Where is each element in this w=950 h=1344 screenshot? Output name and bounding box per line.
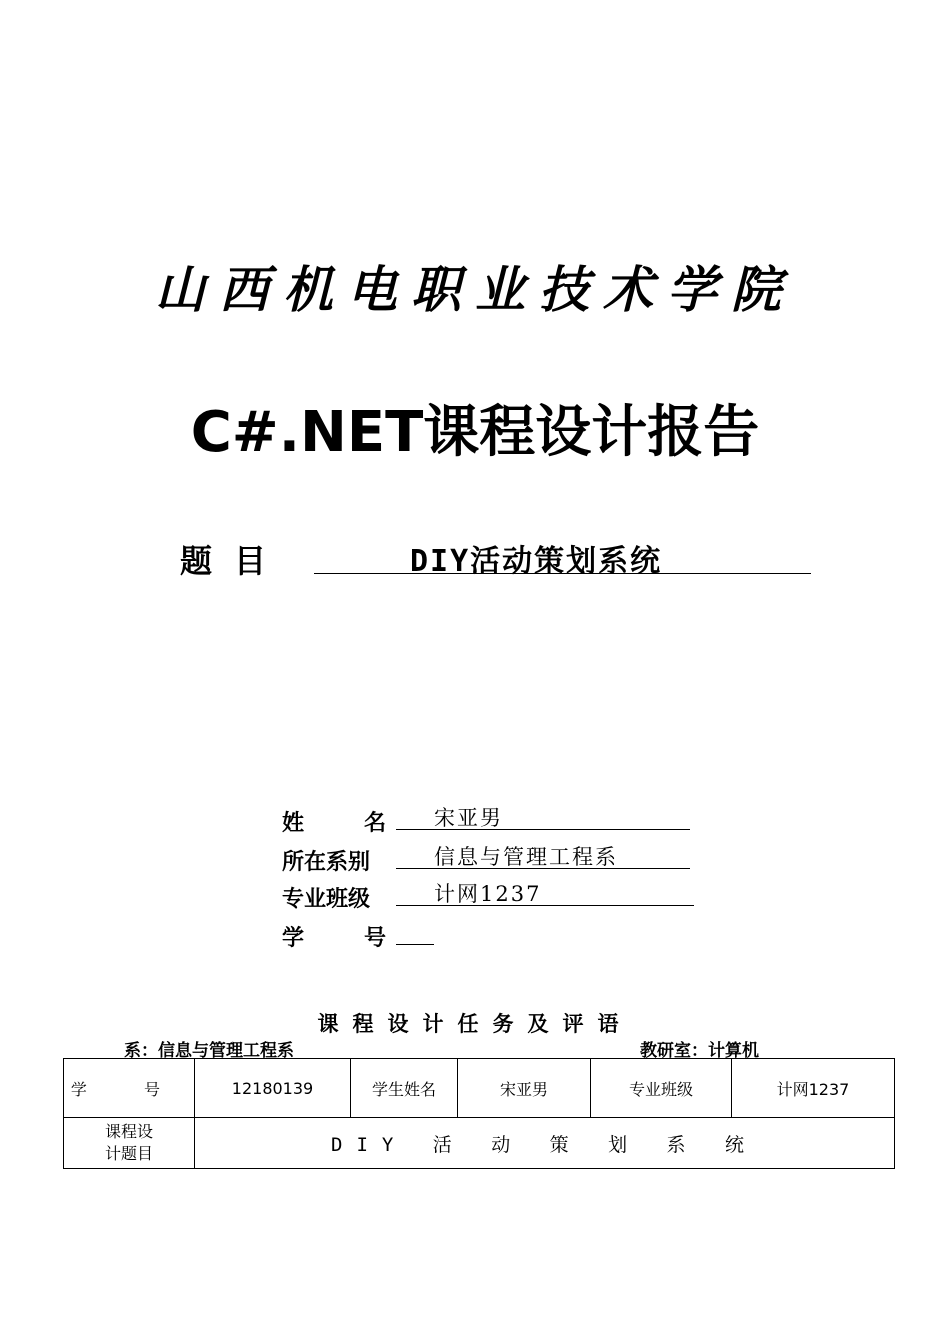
task-office: 教研室：计算机 <box>640 1041 759 1061</box>
student-id-value <box>396 917 434 945</box>
name-value: 宋亚男 <box>396 802 690 830</box>
topic-header-line-1: 课程设 <box>104 1122 153 1141</box>
task-table <box>63 1058 895 1169</box>
task-heading: 课程设计任务及评语 <box>317 1012 633 1036</box>
class-header-cell: 专业班级 <box>591 1059 732 1118</box>
student-id-label-char-1: 学 <box>282 926 305 951</box>
report-title: C#.NET课程设计报告 <box>190 400 760 465</box>
school-name: 山西机电职业技术学院 <box>155 260 795 319</box>
topic-cell: DIY 活 动 策 划 系 统 <box>195 1118 895 1169</box>
student-name-cell: 宋亚男 <box>458 1059 591 1118</box>
table-row <box>64 1118 895 1169</box>
table-row <box>64 1059 895 1118</box>
name-label-char-1: 姓 <box>282 811 305 836</box>
topic-header-cell <box>64 1118 195 1169</box>
student-name-header-cell: 学生姓名 <box>351 1059 458 1118</box>
class-value: 计网1237 <box>396 878 694 906</box>
topic-label: 题目 <box>180 542 289 580</box>
dept-label: 所在系别 <box>282 850 371 875</box>
topic-value: DIY活动策划系统 <box>314 536 811 574</box>
dept-value: 信息与管理工程系 <box>396 841 690 869</box>
name-label <box>282 806 386 837</box>
topic-header-line-2: 计题目 <box>104 1144 153 1163</box>
student-id-header-cell: 学 号 <box>64 1059 195 1118</box>
student-id-cell: 12180139 <box>195 1059 351 1118</box>
task-department: 系：信息与管理工程系 <box>124 1041 294 1061</box>
student-id-label-char-2: 号 <box>363 926 386 951</box>
class-cell: 计网1237 <box>732 1059 895 1118</box>
class-label: 专业班级 <box>282 887 371 912</box>
name-label-char-2: 名 <box>363 811 386 836</box>
student-id-label <box>282 921 386 952</box>
